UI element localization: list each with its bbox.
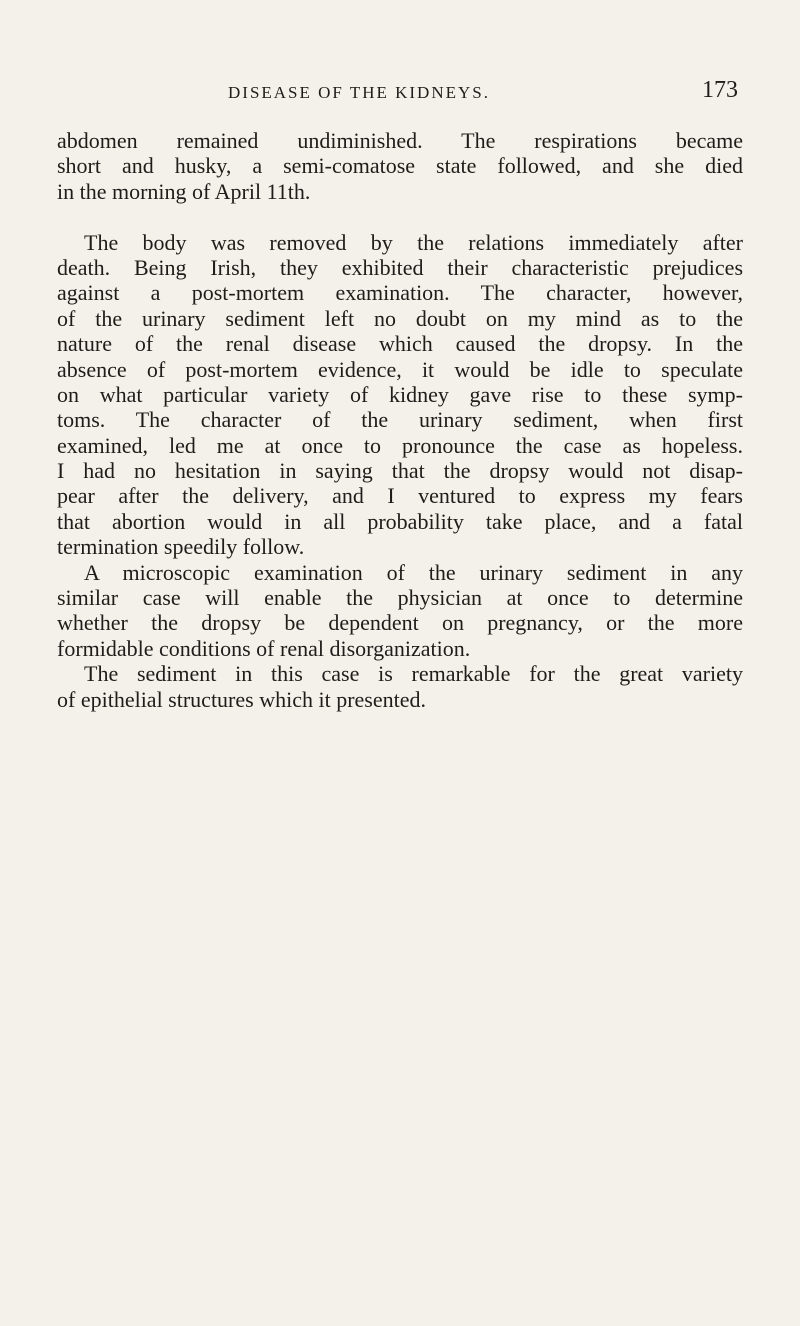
paragraph-4 xyxy=(57,661,743,712)
text-line: on what particular variety of kidney gave rise to these symp- xyxy=(57,381,743,407)
text-line: I had no hesitation in saying that the dropsy would not disap- xyxy=(57,458,743,484)
text-line: whether the dropsy be dependent on pregnancy, or the more xyxy=(57,610,743,636)
text-line: termination speedily follow. xyxy=(57,534,305,560)
running-head: DISEASE OF THE KIDNEYS. xyxy=(228,83,490,102)
text-line: similar case will enable the physician at once to determine xyxy=(57,585,743,611)
text-line: A microscopic examination of the urinary sediment in any xyxy=(84,559,743,585)
text-line: formidable conditions of renal disorganization. xyxy=(57,635,471,661)
paragraph-3 xyxy=(57,560,743,662)
text-line: nature of the renal disease which caused the dropsy. In the xyxy=(57,331,743,357)
paragraph-spacer xyxy=(57,204,743,229)
paragraph-1 xyxy=(57,128,743,204)
text-line: pear after the delivery, and I ventured to express my fears xyxy=(57,483,743,509)
text-line: The body was removed by the relations immediately after xyxy=(84,229,743,255)
paragraph-2 xyxy=(57,230,743,560)
text-line: of the urinary sediment left no doubt on my mind as to the xyxy=(57,305,743,331)
text-line: death. Being Irish, they exhibited their characteristic prejudices xyxy=(57,254,743,280)
text-line: of epithelial structures which it presented. xyxy=(57,686,426,712)
text-line: The sediment in this case is remarkable for the great variety xyxy=(84,661,743,687)
body-text xyxy=(57,128,743,712)
text-line: short and husky, a semi-comatose state followed, and she died xyxy=(57,153,743,179)
text-line: abdomen remained undiminished. The respirations became xyxy=(57,128,743,153)
text-line: examined, led me at once to pronounce the case as hopeless. xyxy=(57,432,743,458)
text-line: toms. The character of the urinary sediment, when first xyxy=(57,407,743,433)
text-line: that abortion would in all probability take place, and a fatal xyxy=(57,508,743,534)
text-line: absence of post-mortem evidence, it would be idle to speculate xyxy=(57,356,743,382)
text-line: against a post-mortem examination. The character, however, xyxy=(57,280,743,306)
text-line: in the morning of April 11th. xyxy=(57,178,311,204)
page-number: 173 xyxy=(702,77,738,103)
